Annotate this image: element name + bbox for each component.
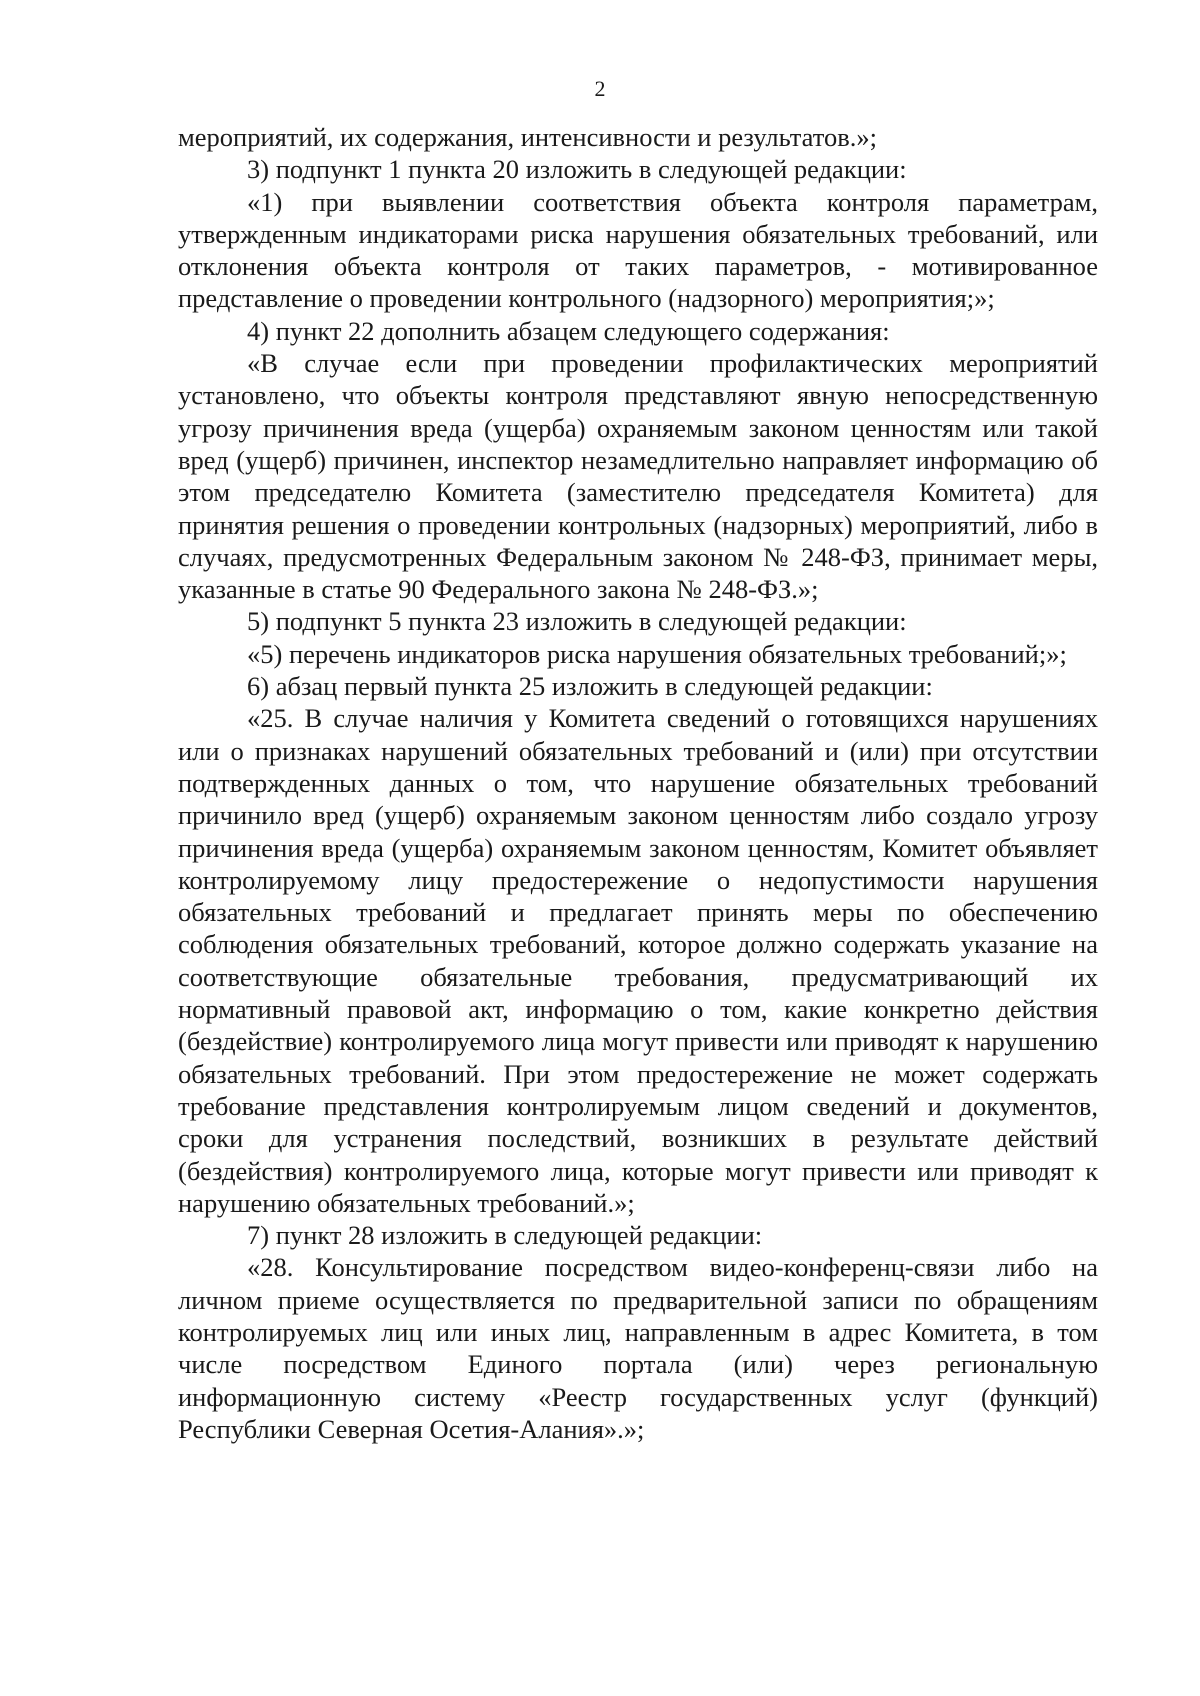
paragraph-continuation: мероприятий, их содержания, интенсивности и результатов.»; [178,122,877,152]
paragraph-item-3-text: «1) при выявлении соответствия объекта контроля параметрам, утвержденным индикаторами риска нарушения обязательных требований, или отклонения объекта контроля от таких параметров, - мотивированное представление о проведении контрольного (надзорного) мероприятия;»; [178,186,1098,314]
paragraph-item-5-text: «5) перечень индикаторов риска нарушения обязательных требований;»; [247,638,1067,669]
paragraph-item-6-text: «25. В случае наличия у Комитета сведений о готовящихся нарушениях или о признаках нарушений обязательных требований и (или) при отсутствии подтвержденных данных о том, что нарушение обязательных требований причинило вред (ущерб) охраняемым законом ценностям либо создало угрозу причинения вреда (ущерба) охраняемым законом ценностям, Комитет объявляет контролируемому лицу предостережение о недопустимости нарушения обязательных требований и предлагает принять меры по обеспечению соблюдения обязательных требований, которое должно содержать указание на соответствующие обязательные требования, предусматривающий их нормативный правовой акт, информацию о том, какие конкретно действия (бездействие) контролируемого лица могут привести или приводят к нарушению обязательных требований. При этом предостережение не может содержать требование представления контролируемым лицом сведений и документов, сроки для устранения последствий, возникших в результате действий (бездействия) контролируемого лица, которые могут привести или приводят к нарушению обязательных требований.»; [178,703,1098,1218]
paragraph-item-4-text: «В случае если при проведении профилактических мероприятий установлено, что объекты контроля представляют явную непосредственную угрозу причинения вреда (ущерба) охраняемым законом ценностям или такой вред (ущерб) причинен, инспектор незамедлительно направляет информацию об этом председателю Комитета (заместителю председателя Комитета) для принятия решения о проведении контрольных (надзорных) мероприятий, либо в случаях, предусмотренных Федеральным законом № 248-ФЗ, принимает меры, указанные в статье 90 Федерального закона № 248-ФЗ.»; [178,348,1098,605]
paragraph-item-6: 6) абзац первый пункта 25 изложить в следующей редакции: [247,671,933,702]
page-number: 2 [594,76,606,101]
paragraph-item-7: 7) пункт 28 изложить в следующей редакции: [247,1220,763,1251]
document-body [178,121,1098,1445]
paragraph-item-5: 5) подпункт 5 пункта 23 изложить в следующей редакции: [247,606,907,637]
paragraph-item-3: 3) подпункт 1 пункта 20 изложить в следующей редакции: [247,154,907,185]
paragraph-item-7-text: «28. Консультирование посредством видео-конференц-связи либо на личном приеме осуществляется по предварительной записи по обращениям контролируемых лиц или иных лиц, направленным в адрес Комитета, в том числе посредством Единого портала (или) через региональную информационную систему «Реестр государственных услуг (функций) Республики Северная Осетия-Алания».»; [178,1252,1098,1444]
paragraph-item-4: 4) пункт 22 дополнить абзацем следующего содержания: [247,315,890,346]
